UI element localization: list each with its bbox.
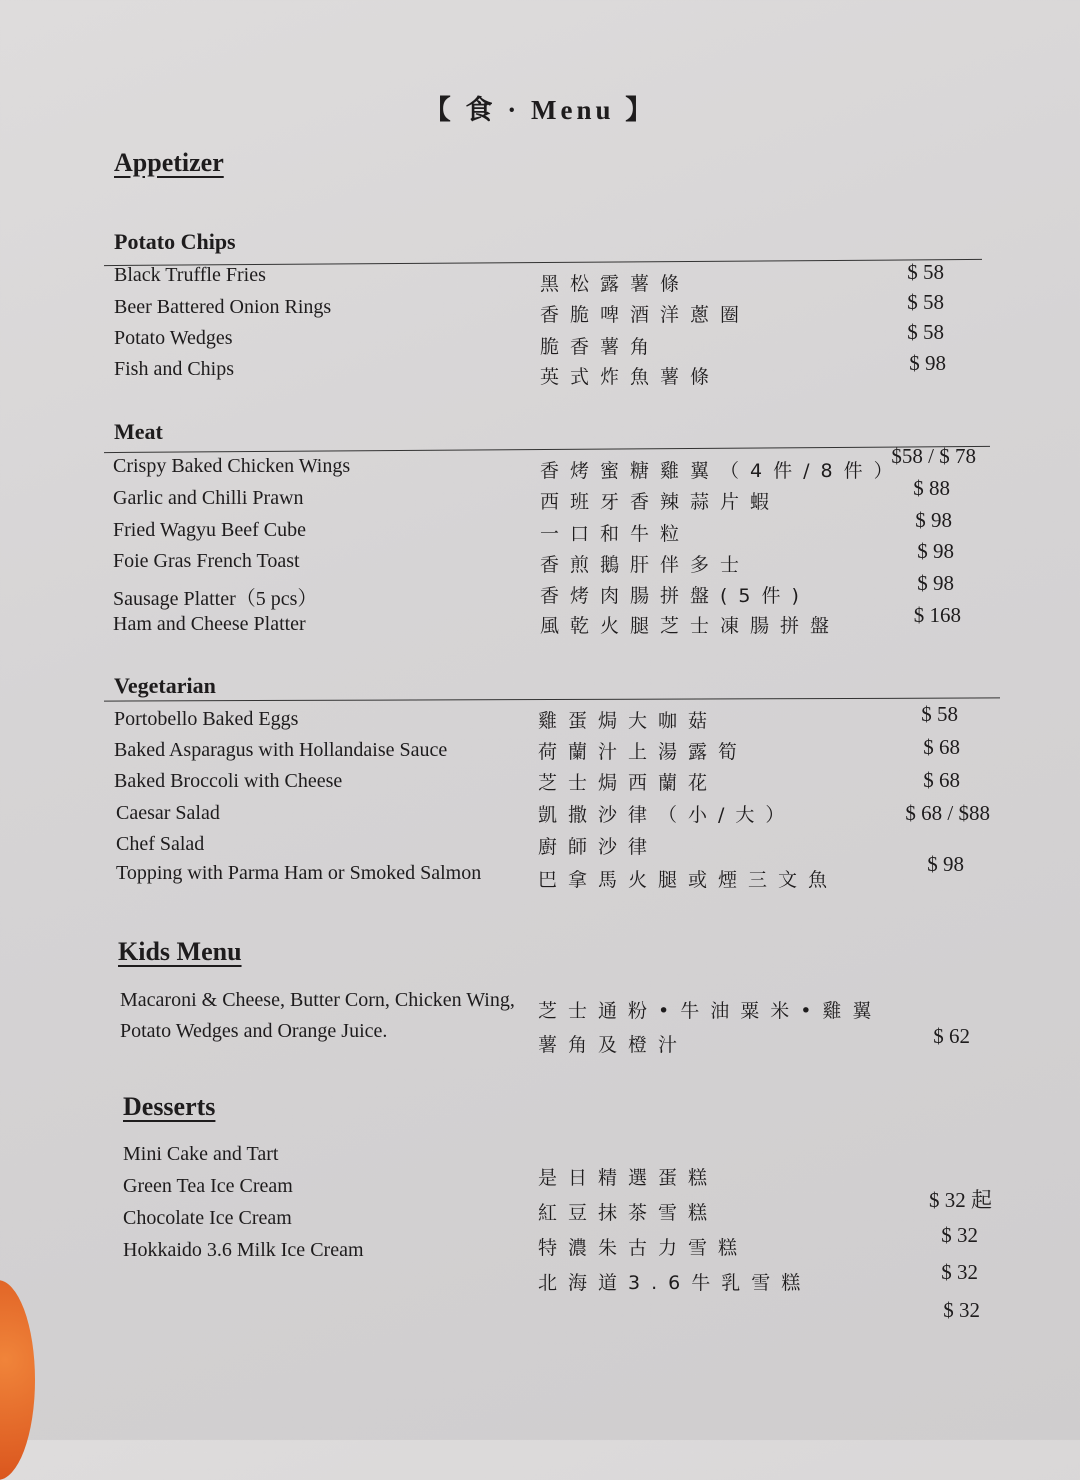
menu-item-name-zh: 風乾火腿芝士凍腸拼盤: [540, 615, 841, 637]
menu-item-name-zh: 巴拿馬火腿或煙三文魚: [538, 869, 839, 891]
menu-item-name-zh: 是日精選蛋糕: [538, 1167, 719, 1189]
menu-item-name-zh: 香脆啤酒洋蔥圈: [540, 304, 751, 326]
menu-item-name: Crispy Baked Chicken Wings: [113, 455, 351, 477]
menu-item-name: Fish and Chips: [114, 358, 235, 380]
menu-item-price: $ 98: [927, 852, 964, 876]
kids-menu-items-zh-line1: 芝士通粉•牛油粟米•雞翼: [538, 1000, 883, 1022]
desserts-heading: Desserts: [123, 1092, 216, 1121]
menu-item-name-zh: 紅豆抹茶雪糕: [538, 1202, 719, 1224]
menu-item-price: $ 58: [907, 290, 944, 314]
kids-menu-items-en-line1: Macaroni & Cheese, Butter Corn, Chicken Wing,: [120, 989, 515, 1011]
menu-item-name-zh: 脆香薯角: [540, 336, 661, 358]
menu-item-price: $ 32: [941, 1223, 978, 1247]
menu-item-name: Baked Broccoli with Cheese: [114, 770, 343, 792]
menu-item-name: Potato Wedges: [114, 327, 233, 349]
menu-item-name-zh: 芝士焗西蘭花: [538, 772, 719, 794]
kids-menu-items-zh-line2: 薯角及橙汁: [538, 1034, 689, 1056]
menu-item-price: $ 88: [913, 476, 950, 500]
menu-item-name: Chocolate Ice Cream: [123, 1207, 292, 1229]
menu-item-name-zh: 北海道3.6牛乳雪糕: [538, 1272, 812, 1294]
menu-item-name: Chef Salad: [116, 833, 205, 855]
menu-item-price: $ 32: [943, 1298, 980, 1322]
menu-item-name: Hokkaido 3.6 Milk Ice Cream: [123, 1239, 364, 1261]
menu-item-price: $ 32: [941, 1260, 978, 1284]
menu-item-price: $ 98: [915, 508, 952, 532]
menu-item-name: Sausage Platter（5 pcs）: [113, 588, 318, 610]
menu-item-price: $ 32 起: [929, 1188, 992, 1212]
menu-item-name-zh: 廚師沙律: [538, 836, 659, 858]
menu-item-price: $ 58: [921, 702, 958, 726]
menu-item-name: Green Tea Ice Cream: [123, 1175, 293, 1197]
menu-item-name: Portobello Baked Eggs: [114, 708, 299, 730]
menu-item-name: Topping with Parma Ham or Smoked Salmon: [116, 862, 482, 884]
menu-item-price: $ 68: [923, 768, 960, 792]
menu-item-name: Foie Gras French Toast: [113, 550, 300, 572]
appetizer-heading: Appetizer: [114, 148, 224, 177]
potato-chips-heading: Potato Chips: [114, 229, 236, 254]
menu-item-name-zh: 荷蘭汁上湯露筍: [538, 741, 749, 763]
orange-object: [0, 1280, 35, 1480]
vegetarian-heading: Vegetarian: [114, 673, 216, 698]
menu-item-name-zh: 黑松露薯條: [540, 273, 691, 295]
menu-item-name-zh: 西班牙香辣蒜片蝦: [540, 491, 781, 513]
menu-item-price: $ 98: [917, 539, 954, 563]
vegetarian-rule: [104, 697, 1000, 701]
menu-item-name-zh: 特濃朱古力雪糕: [538, 1237, 749, 1259]
menu-item-name-zh: 香烤蜜糖雞翼（4件/8件）: [540, 460, 904, 482]
menu-item-name: Caesar Salad: [116, 802, 220, 824]
menu-item-price: $ 98: [917, 571, 954, 595]
meat-heading: Meat: [114, 419, 163, 444]
menu-item-price: $ 68: [923, 735, 960, 759]
menu-item-name-zh: 香烤肉腸拼盤(5件): [540, 585, 810, 607]
menu-item-name-zh: 一口和牛粒: [540, 523, 691, 545]
kids-menu-price: $ 62: [933, 1024, 970, 1048]
menu-item-price: $ 98: [909, 351, 946, 375]
menu-item-name: Garlic and Chilli Prawn: [113, 487, 304, 509]
kids-menu-items-en-line2: Potato Wedges and Orange Juice.: [120, 1020, 388, 1042]
kids-menu-heading: Kids Menu: [118, 937, 242, 966]
menu-item-name-zh: 香煎鵝肝伴多士: [540, 554, 751, 576]
menu-item-name-zh: 英式炸魚薯條: [540, 366, 721, 388]
menu-item-name: Fried Wagyu Beef Cube: [113, 519, 306, 541]
menu-item-name: Ham and Cheese Platter: [113, 613, 306, 635]
menu-item-price: $ 68 / $88: [905, 801, 990, 825]
menu-item-name: Baked Asparagus with Hollandaise Sauce: [114, 739, 448, 761]
menu-title: 【 食 · Menu 】: [423, 95, 657, 125]
menu-item-name-zh: 雞蛋焗大咖菇: [538, 710, 719, 732]
menu-item-name: Beer Battered Onion Rings: [114, 296, 332, 318]
menu-item-price: $ 58: [907, 260, 944, 284]
menu-item-name: Mini Cake and Tart: [123, 1143, 279, 1165]
menu-item-name-zh: 凱撒沙律（小/大）: [538, 804, 796, 826]
menu-item-price: $58 / $ 78: [891, 444, 976, 468]
menu-item-price: $ 58: [907, 320, 944, 344]
menu-item-price: $ 168: [913, 603, 961, 627]
menu-item-name: Black Truffle Fries: [114, 264, 266, 286]
